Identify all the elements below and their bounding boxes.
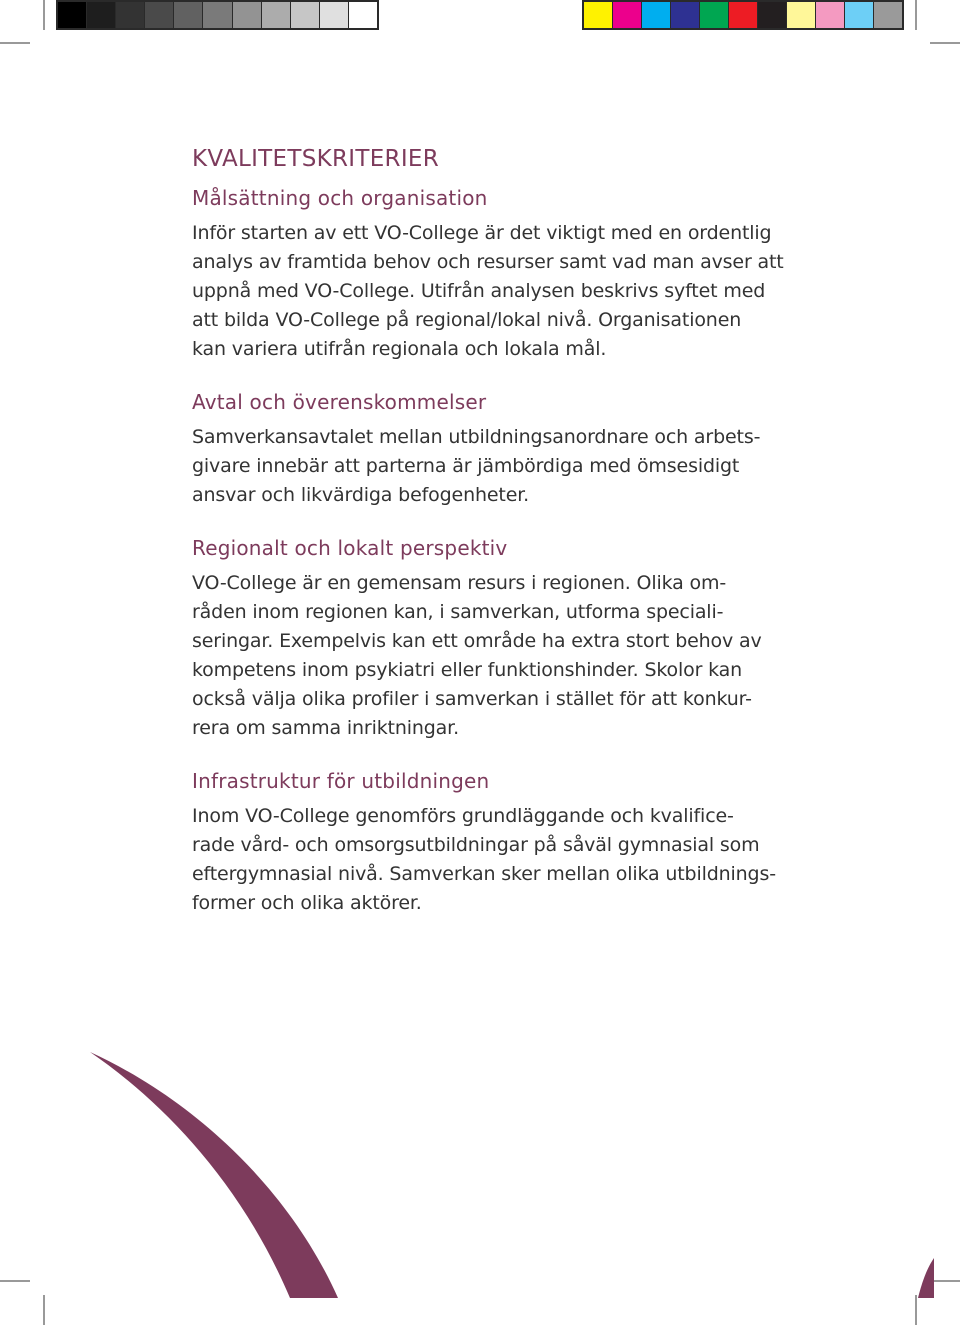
grayscale-color-bar [56,0,379,30]
section-paragraph [192,569,792,743]
color-swatch [787,2,816,28]
section [192,536,792,743]
gray-swatch [349,2,377,28]
color-swatch [700,2,729,28]
color-swatch [613,2,642,28]
paragraph-line: former och olika aktörer. [192,892,422,914]
section-heading: Målsättning och organisation [192,186,488,210]
paragraph-line: också välja olika profiler i samverkan i stället för att konkur- [192,688,752,710]
paragraph-line: ansvar och likvärdiga befogenheter. [192,484,530,506]
gray-swatch [262,2,291,28]
gray-swatch [116,2,145,28]
paragraph-line: Inom VO-College genomförs grundläggande och kvalifice- [192,805,734,827]
paragraph-line: att bilda VO-College på regional/lokal nivå. Organisationen [192,309,742,331]
color-swatch [758,2,787,28]
paragraph-line: råden inom regionen kan, i samverkan, utforma speciali- [192,601,724,623]
paragraph-line: uppnå med VO-College. Utifrån analysen beskrivs syftet med [192,280,766,302]
color-swatch [845,2,874,28]
gray-swatch [145,2,174,28]
section-paragraph [192,423,792,510]
color-swatch [874,2,902,28]
gray-swatch [291,2,320,28]
paragraph-line: VO-College är en gemensam resurs i regionen. Olika om- [192,572,727,594]
color-swatch [671,2,700,28]
gray-swatch [87,2,116,28]
paragraph-line: seringar. Exempelvis kan ett område ha extra stort behov av [192,630,762,652]
paragraph-line: kompetens inom psykiatri eller funktionshinder. Skolor kan [192,659,743,681]
paragraph-line: eftergymnasial nivå. Samverkan sker mellan olika utbildnings- [192,863,776,885]
gray-swatch [58,2,87,28]
paragraph-line: rade vård- och omsorgsutbildningar på såväl gymnasial som [192,834,760,856]
page-content [192,146,792,944]
paragraph-line: rera om samma inriktningar. [192,717,459,739]
section-paragraph [192,219,792,364]
paragraph-line: Inför starten av ett VO-College är det viktigt med en ordentlig [192,222,772,244]
gray-swatch [174,2,203,28]
section-paragraph [192,802,792,918]
gray-swatch [320,2,349,28]
section [192,769,792,918]
page-title: KVALITETSKRITERIER [192,146,440,172]
process-color-bar [582,0,904,30]
sections-container [192,186,792,918]
section-heading: Regionalt och lokalt perspektiv [192,536,508,560]
decorative-corner-shape [918,1258,934,1298]
section-heading: Infrastruktur för utbildningen [192,769,490,793]
gray-swatch [203,2,232,28]
color-swatch [584,2,613,28]
paragraph-line: kan variera utifrån regionala och lokala mål. [192,338,607,360]
section [192,390,792,510]
decorative-swoosh [90,1052,338,1298]
gray-swatch [233,2,262,28]
paragraph-line: givare innebär att parterna är jämbördiga med ömsesidigt [192,455,740,477]
paragraph-line: analys av framtida behov och resurser samt vad man avser att [192,251,784,273]
color-swatch [816,2,845,28]
paragraph-line: Samverkansavtalet mellan utbildningsanordnare och arbets- [192,426,761,448]
section-heading: Avtal och överenskommelser [192,390,487,414]
section [192,186,792,364]
color-swatch [642,2,671,28]
color-swatch [729,2,758,28]
